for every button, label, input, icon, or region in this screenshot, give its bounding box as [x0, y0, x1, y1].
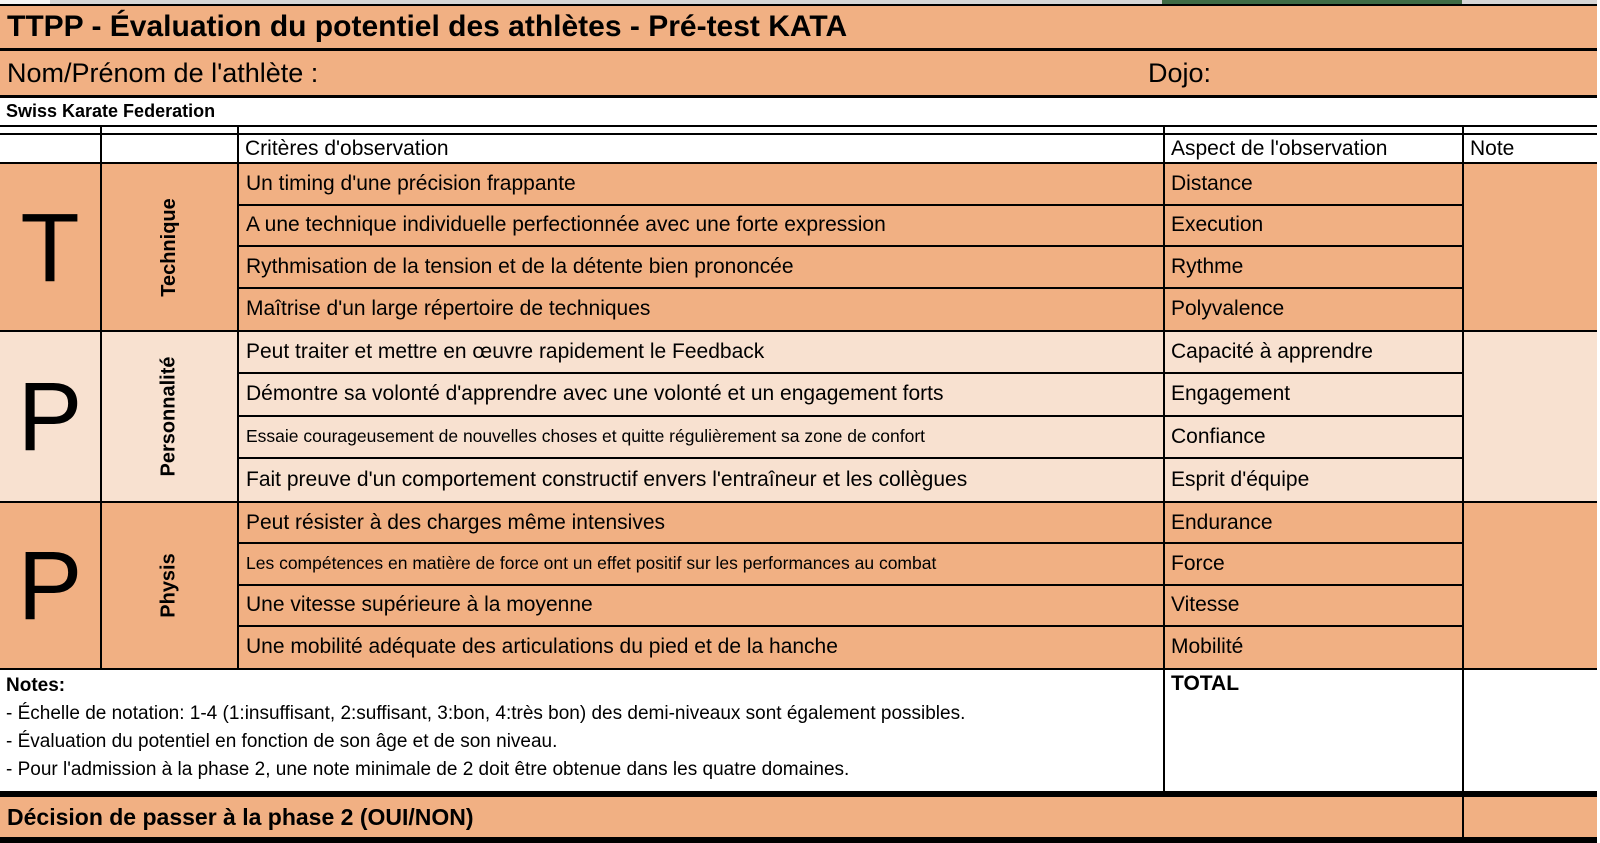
decision-answer-cell[interactable] [1462, 797, 1597, 837]
section-letter: T [20, 192, 80, 302]
section-domain [100, 164, 237, 330]
athlete-name-input-area[interactable] [360, 51, 1140, 95]
dojo-input-area[interactable] [1230, 51, 1590, 95]
aspect-cell: Confiance [1163, 417, 1462, 459]
note-line: - Échelle de notation: 1-4 (1:insuffisant, 2:suffisant, 3:bon, 4:très bon) des demi-niveaux sont également possibles. [6, 703, 966, 724]
athlete-name-label: Nom/Prénom de l'athlète : [7, 57, 319, 88]
title-row [0, 4, 1597, 51]
aspect-cell: Capacité à apprendre [1163, 332, 1462, 374]
note-cell-personnalite[interactable] [1462, 332, 1597, 501]
federation-row [0, 98, 1597, 127]
criterion-cell: Peut traiter et mettre en œuvre rapidement le Feedback [237, 332, 1163, 374]
criterion-cell: Rythmisation de la tension et de la détente bien prononcée [237, 247, 1163, 289]
criterion-cell: Une vitesse supérieure à la moyenne [237, 586, 1163, 627]
criterion-cell: Maîtrise d'un large répertoire de techniques [237, 289, 1163, 331]
aspect-cell: Endurance [1163, 503, 1462, 544]
note-line: - Pour l'admission à la phase 2, une note minimale de 2 doit être obtenue dans les quatre domaines. [6, 759, 850, 780]
aspect-cell: Engagement [1163, 374, 1462, 416]
note-cell-technique[interactable] [1462, 164, 1597, 330]
total-note-cell[interactable] [1462, 670, 1597, 791]
dojo-label: Dojo: [1148, 57, 1212, 88]
athlete-row [0, 51, 1597, 98]
criterion-cell: Essaie courageusement de nouvelles choses et quitte régulièrement sa zone de confort [237, 417, 1163, 459]
aspect-cell: Esprit d'équipe [1163, 459, 1462, 501]
criterion-cell: Fait preuve d'un comportement constructif envers l'entraîneur et les collègues [237, 459, 1163, 501]
criterion-cell: Peut résister à des charges même intensives [237, 503, 1163, 544]
bottom-border [0, 837, 1597, 843]
spacer-row [0, 127, 1597, 135]
aspect-cell: Execution [1163, 206, 1462, 248]
criterion-cell: Démontre sa volonté d'apprendre avec une volonté et un engagement forts [237, 374, 1163, 416]
header-note: Note [1462, 135, 1597, 162]
notes-text [0, 670, 1163, 791]
note-line: - Évaluation du potentiel en fonction de son âge et de son niveau. [6, 731, 558, 752]
aspect-cell: Force [1163, 544, 1462, 585]
section-domain-label: Physis [157, 553, 180, 618]
federation-label: Swiss Karate Federation [6, 101, 216, 121]
aspect-cell: Rythme [1163, 247, 1462, 289]
header-letter-col [0, 135, 100, 162]
section-technique [0, 164, 1597, 332]
section-letter: P [17, 362, 83, 471]
note-cell-physis[interactable] [1462, 503, 1597, 668]
aspect-cell: Vitesse [1163, 586, 1462, 627]
page-title: TTPP - Évaluation du potentiel des athlètes - Pré-test KATA [7, 10, 848, 43]
header-aspect: Aspect de l'observation [1163, 135, 1462, 162]
table-header-row [0, 135, 1597, 164]
decision-label: Décision de passer à la phase 2 (OUI/NON) [7, 803, 474, 830]
criterion-cell: Les compétences en matière de force ont un effet positif sur les performances au combat [237, 544, 1163, 585]
aspect-cell: Mobilité [1163, 627, 1462, 668]
section-letter: P [17, 531, 83, 640]
section-domain-label: Technique [158, 197, 180, 297]
section-physis [0, 503, 1597, 670]
section-domain [100, 332, 237, 501]
section-domain-label: Personnalité [157, 356, 180, 477]
section-personnalite [0, 332, 1597, 503]
notes-title: Notes: [6, 675, 66, 696]
decision-row [0, 797, 1597, 837]
criterion-cell: Un timing d'une précision frappante [237, 164, 1163, 206]
header-domain-col [100, 135, 237, 162]
header-criteria: Critères d'observation [237, 135, 1163, 162]
section-domain [100, 503, 237, 668]
notes-band [0, 670, 1597, 791]
criterion-cell: A une technique individuelle perfectionnée avec une forte expression [237, 206, 1163, 248]
total-label: TOTAL [1171, 672, 1240, 695]
aspect-cell: Polyvalence [1163, 289, 1462, 331]
aspect-cell: Distance [1163, 164, 1462, 206]
total-label-cell [1163, 670, 1462, 791]
criterion-cell: Une mobilité adéquate des articulations du pied et de la hanche [237, 627, 1163, 668]
